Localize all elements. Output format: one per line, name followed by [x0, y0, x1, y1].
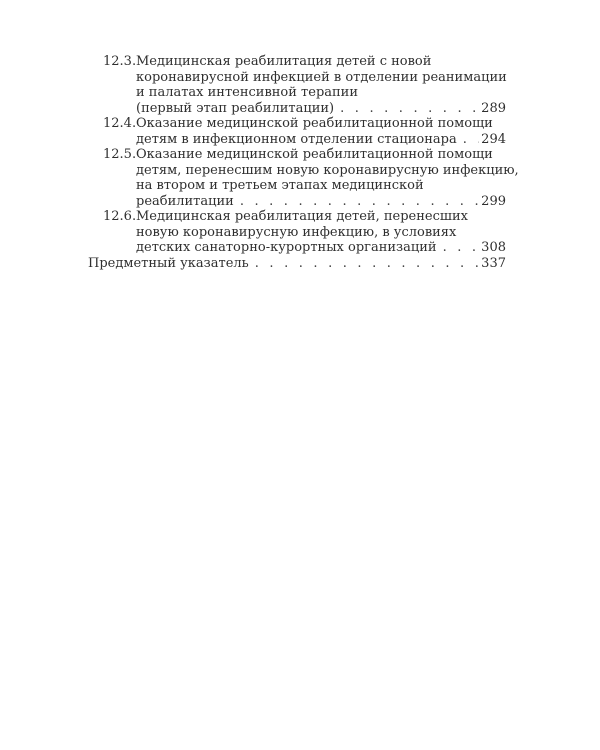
toc-page-number: 299	[481, 193, 506, 209]
toc-entry-title-line: реабилитации	[136, 193, 234, 209]
toc-entry-title-line: новую коронавирусную инфекцию, в условиях	[136, 224, 457, 240]
toc-entry-last-line	[136, 101, 506, 117]
toc-entry-12-6[interactable]	[88, 209, 506, 256]
toc-entry-title-line: Медицинская реабилитация детей, перенесших	[136, 209, 468, 224]
table-of-contents	[88, 54, 519, 271]
toc-entry-last-line	[136, 194, 506, 210]
toc-entry-number: 12.6.	[103, 209, 137, 224]
toc-entry-12-5[interactable]	[88, 147, 519, 209]
toc-entry-title-line: Предметный указатель	[88, 255, 249, 271]
toc-entry-number: 12.5.	[103, 147, 137, 162]
toc-entry-last-line	[136, 240, 506, 256]
dot-leader	[443, 240, 480, 256]
toc-page-number: 294	[481, 131, 506, 147]
toc-entry-title-line: Медицинская реабилитация детей с новой	[136, 54, 432, 69]
toc-entry-number: 12.4.	[103, 116, 137, 131]
toc-entry-title-line: детям, перенесшим новую коронавирусную инфекцию,	[136, 162, 519, 178]
toc-entry-title-line: Оказание медицинской реабилитационной помощи	[136, 147, 493, 162]
toc-page-number: 289	[481, 100, 506, 116]
toc-entry-last-line	[88, 256, 506, 272]
toc-entry-title-line: Оказание медицинской реабилитационной помощи	[136, 116, 493, 131]
dot-leader	[255, 256, 479, 272]
toc-page-number: 308	[481, 240, 506, 255]
toc-entry-12-4[interactable]	[88, 116, 506, 147]
toc-entry-subject-index[interactable]	[88, 256, 506, 272]
toc-entry-title-line: и палатах интенсивной терапии	[136, 85, 359, 100]
toc-entry-12-3[interactable]	[88, 54, 506, 116]
dot-leader	[340, 101, 479, 117]
dot-leader	[463, 132, 479, 148]
toc-entry-title-line: детям в инфекционном отделении стационара	[136, 131, 457, 147]
toc-page-number: 337	[481, 255, 506, 271]
toc-entry-last-line	[136, 132, 506, 148]
toc-entry-title-line: на втором и третьем этапах медицинской	[136, 178, 424, 193]
toc-entry-title-line: детских санаторно-курортных организаций	[136, 240, 437, 255]
toc-entry-title-line: (первый этап реабилитации)	[136, 100, 335, 116]
toc-entry-number: 12.3.	[103, 54, 137, 69]
dot-leader	[240, 194, 479, 210]
toc-entry-title-line: коронавирусной инфекцией в отделении реанимации	[136, 69, 507, 85]
